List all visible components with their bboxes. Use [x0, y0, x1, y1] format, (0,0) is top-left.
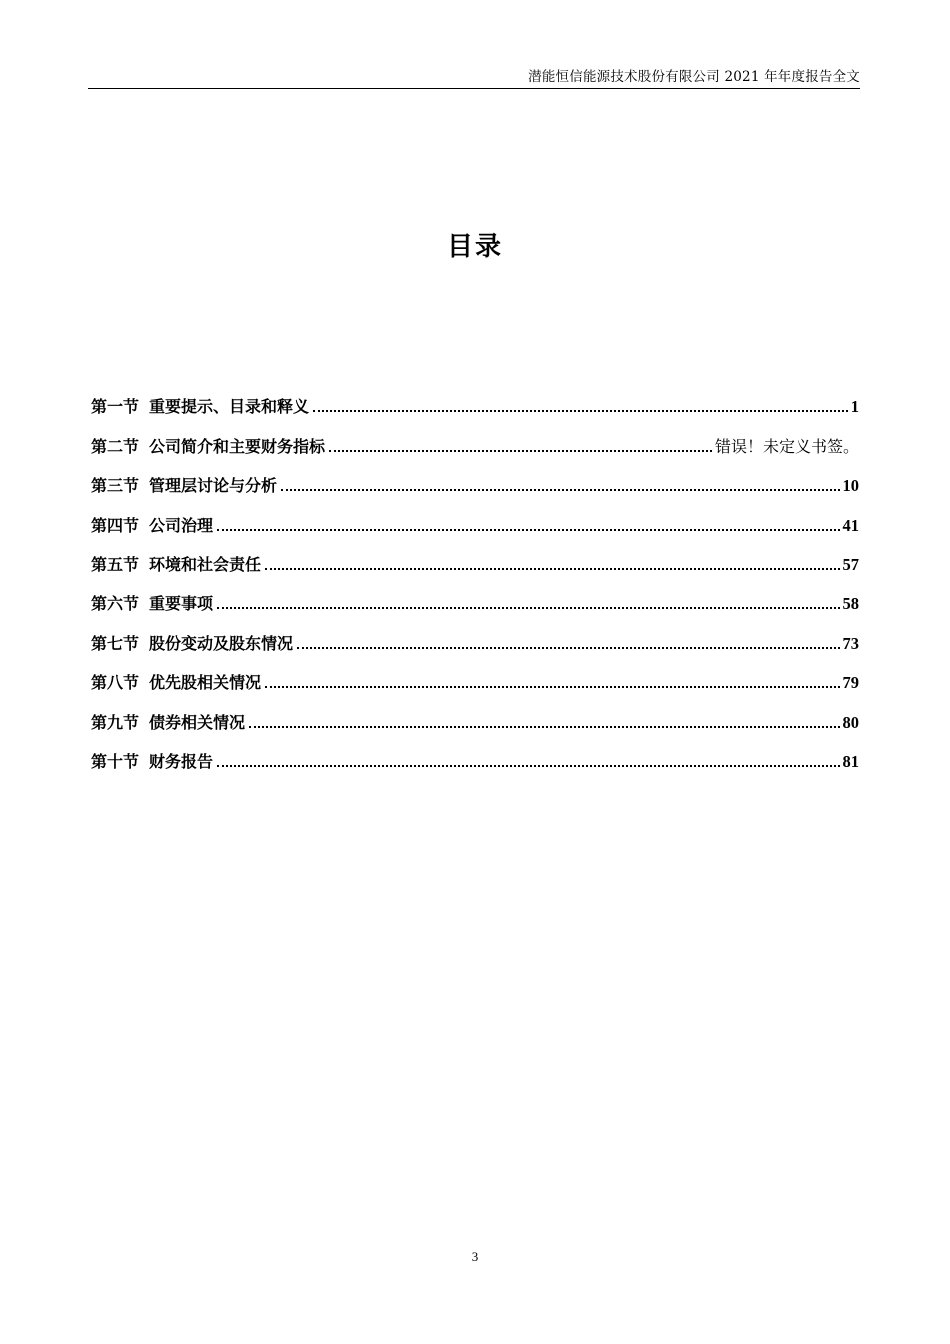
toc-page-number: 73 — [842, 633, 859, 653]
toc-page-number: 79 — [842, 673, 859, 693]
toc-section-title: 管理层讨论与分析 — [149, 476, 278, 496]
toc-section-title: 公司治理 — [149, 515, 214, 535]
toc-section-title: 环境和社会责任 — [149, 554, 262, 574]
toc-leader-dots — [249, 726, 839, 728]
toc-leader-dots — [265, 686, 839, 688]
toc-entry-3[interactable] — [91, 457, 859, 496]
toc-leader-dots — [217, 607, 839, 609]
toc-entry-4[interactable] — [91, 496, 859, 535]
toc-page-number: 57 — [842, 554, 859, 574]
header-title: 潜能恒信能源技术股份有限公司 2021 年年度报告全文 — [528, 69, 860, 85]
table-of-contents — [91, 378, 859, 772]
toc-section-number: 第九节 — [91, 712, 140, 732]
toc-leader-dots — [329, 450, 712, 452]
toc-entry-6[interactable] — [91, 575, 859, 614]
toc-page-number: 80 — [842, 712, 859, 732]
toc-entry-9[interactable] — [91, 693, 859, 732]
toc-entry-7[interactable] — [91, 614, 859, 653]
toc-entry-10[interactable] — [91, 733, 859, 772]
toc-section-number: 第八节 — [91, 673, 140, 693]
toc-section-number: 第十节 — [91, 751, 140, 771]
toc-leader-dots — [265, 568, 839, 570]
toc-section-number: 第五节 — [91, 554, 140, 574]
toc-leader-dots — [313, 410, 848, 412]
toc-page-number: 41 — [842, 515, 859, 535]
toc-section-title: 重要提示、目录和释义 — [149, 397, 310, 417]
toc-section-number: 第七节 — [91, 633, 140, 653]
toc-page-number: 58 — [842, 594, 859, 614]
toc-leader-dots — [217, 765, 839, 767]
toc-page-number: 10 — [842, 476, 859, 496]
toc-section-number: 第三节 — [91, 476, 140, 496]
page-header — [88, 62, 860, 89]
toc-entry-5[interactable] — [91, 536, 859, 575]
toc-entry-8[interactable] — [91, 654, 859, 693]
page-footer-number: 3 — [471, 1249, 479, 1264]
toc-section-number: 第二节 — [91, 436, 140, 456]
toc-section-title: 重要事项 — [149, 594, 214, 614]
toc-leader-dots — [281, 489, 839, 491]
toc-page-number: 1 — [850, 397, 859, 417]
toc-section-title: 债券相关情况 — [149, 712, 246, 732]
toc-section-title: 优先股相关情况 — [149, 673, 262, 693]
toc-leader-dots — [297, 647, 839, 649]
toc-entry-1[interactable] — [91, 378, 859, 417]
toc-section-number: 第一节 — [91, 397, 140, 417]
toc-section-title: 股份变动及股东情况 — [149, 633, 294, 653]
toc-section-title: 财务报告 — [149, 751, 214, 771]
toc-section-title: 公司简介和主要财务指标 — [149, 436, 326, 456]
page-title: 目录 — [446, 232, 503, 262]
toc-leader-dots — [217, 529, 839, 531]
toc-page-number: 81 — [842, 751, 859, 771]
toc-page-error: 错误！未定义书签。 — [714, 436, 859, 456]
toc-entry-2[interactable] — [91, 417, 859, 456]
toc-section-number: 第四节 — [91, 515, 140, 535]
toc-section-number: 第六节 — [91, 594, 140, 614]
